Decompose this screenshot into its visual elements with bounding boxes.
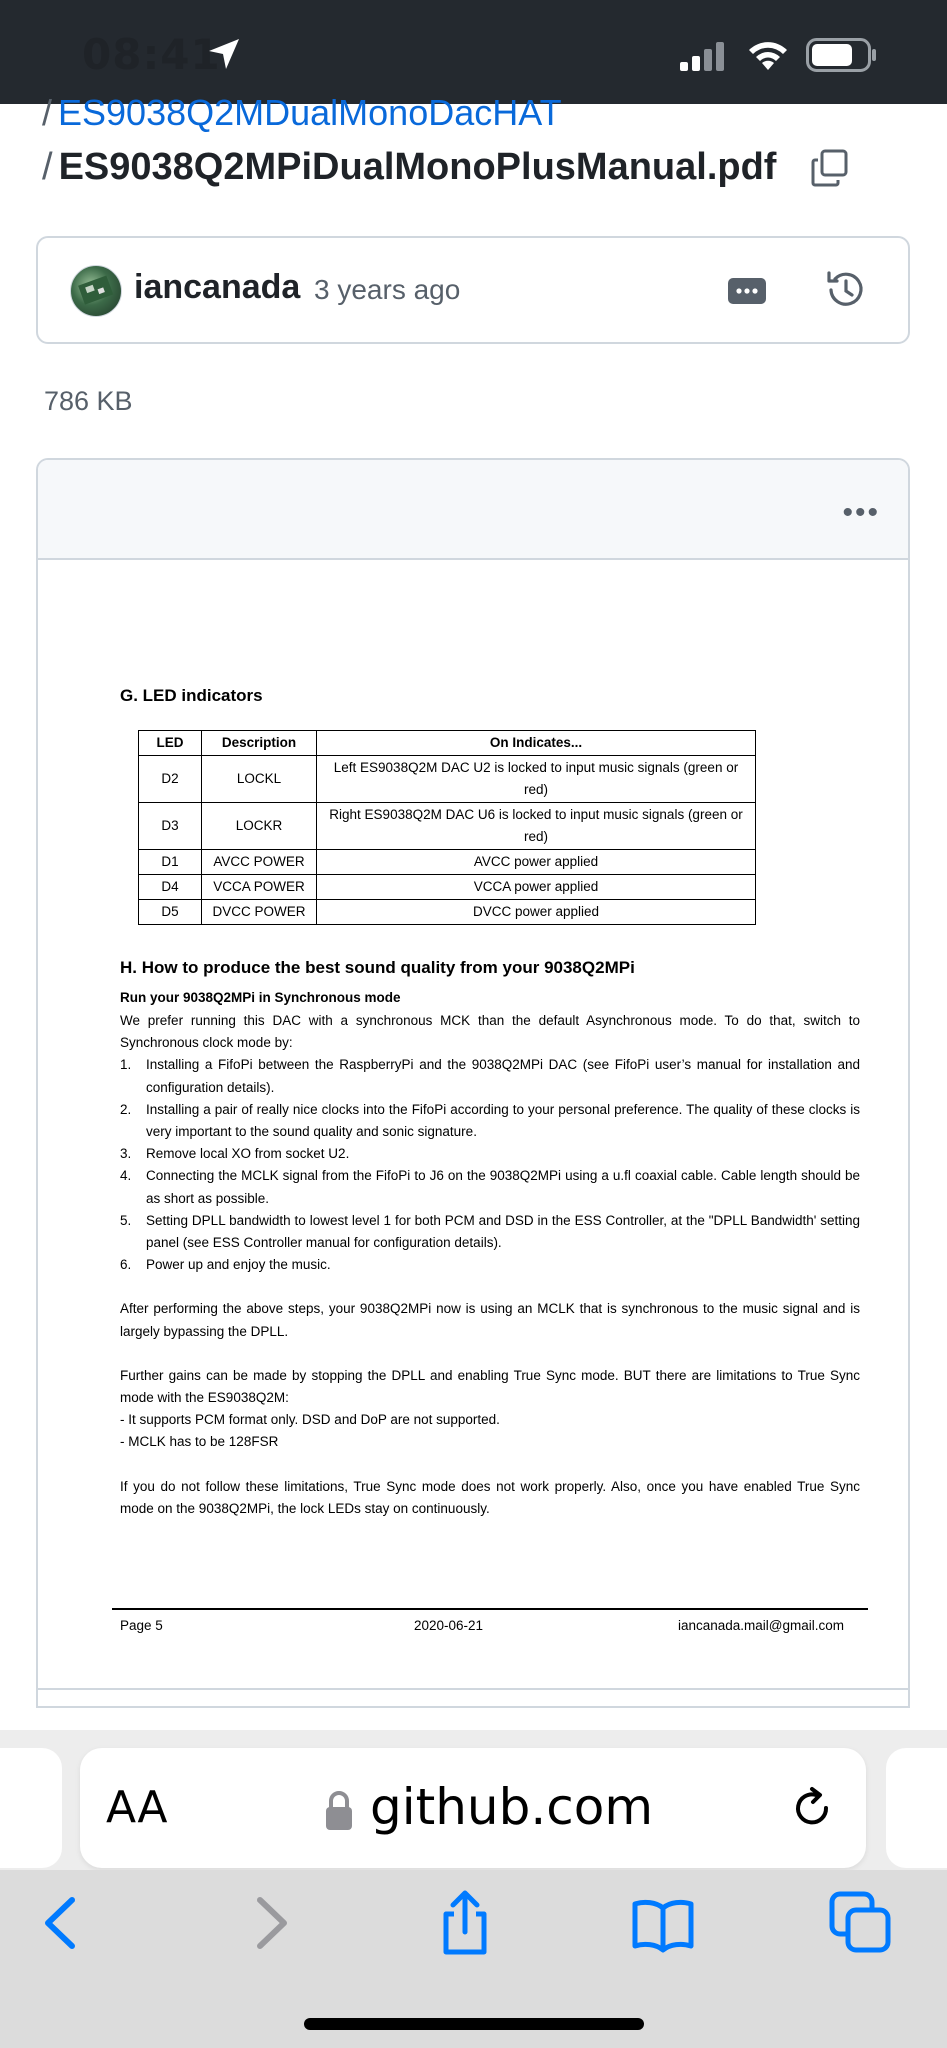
table-row bbox=[139, 900, 756, 925]
table-cell: DVCC POWER bbox=[202, 900, 317, 925]
table-row bbox=[139, 850, 756, 875]
table-cell: D4 bbox=[139, 875, 202, 900]
pdf-viewer[interactable] bbox=[36, 458, 910, 1708]
table-cell: D5 bbox=[139, 900, 202, 925]
footer-divider bbox=[112, 1608, 868, 1610]
document-body bbox=[120, 1010, 860, 1520]
history-button[interactable] bbox=[824, 268, 868, 312]
table-cell: Right ES9038Q2M DAC U6 is locked to input music signals (green or red) bbox=[317, 803, 756, 850]
list-item: 4. Connecting the MCLK signal from the FifoPi to J6 on the 9038Q2MPi using a u.fl coaxial cable. Cable length should be as short as possible. bbox=[120, 1168, 860, 1206]
section-g-heading: G. LED indicators bbox=[120, 686, 263, 705]
footer-email: iancanada.mail@gmail.com bbox=[678, 1618, 845, 1633]
tabs-icon bbox=[828, 1890, 894, 1956]
list-item: 5. Setting DPLL bandwidth to lowest level 1 for both PCM and DSD in the ESS Controller, at the "DPLL Bandwidth' setting panel (see ESS Controller manual for configuration details). bbox=[120, 1212, 860, 1251]
wifi-icon bbox=[745, 36, 791, 77]
section-h-heading: H. How to produce the best sound quality from your 9038Q2MPi bbox=[120, 958, 635, 977]
reload-button[interactable] bbox=[790, 1786, 836, 1837]
avatar[interactable] bbox=[70, 265, 122, 317]
back-button[interactable] bbox=[30, 1890, 96, 1956]
forward-icon bbox=[236, 1890, 302, 1956]
table-header: On Indicates... bbox=[317, 731, 756, 756]
breadcrumb-parent-link[interactable] bbox=[42, 92, 562, 134]
list-item: 2. Installing a pair of really nice clocks into the FifoPi according to your personal preference. The quality of these clocks is very important to the sound quality and sonic signature. bbox=[120, 1101, 860, 1140]
viewer-header bbox=[38, 460, 908, 560]
footer-page-number: Page 5 bbox=[120, 1618, 163, 1633]
table-cell: D2 bbox=[139, 756, 202, 803]
battery-icon bbox=[806, 38, 878, 77]
table-header: LED bbox=[139, 731, 202, 756]
commit-details-button[interactable] bbox=[728, 278, 766, 304]
copy-path-button[interactable] bbox=[810, 148, 850, 188]
breadcrumb-parent-label[interactable]: ES9038Q2MDualMonoDacHAT bbox=[58, 92, 562, 133]
breadcrumb-file bbox=[42, 146, 776, 189]
table-header: Description bbox=[202, 731, 317, 756]
reload-icon bbox=[790, 1786, 836, 1832]
table-cell: VCCA power applied bbox=[317, 875, 756, 900]
bookmarks-button[interactable] bbox=[630, 1890, 696, 1956]
home-indicator bbox=[304, 2018, 644, 2030]
history-icon bbox=[824, 268, 868, 312]
next-tab-preview[interactable] bbox=[886, 1748, 947, 1868]
more-dots-icon bbox=[728, 278, 766, 304]
url-text[interactable]: github.com bbox=[370, 1778, 654, 1836]
breadcrumb-separator: / bbox=[42, 92, 53, 133]
commit-age[interactable]: 3 years ago bbox=[314, 274, 461, 305]
table-row bbox=[139, 803, 756, 850]
steps-list bbox=[120, 1054, 860, 1276]
list-item: 6. Power up and enjoy the music. bbox=[120, 1257, 331, 1273]
location-arrow-icon bbox=[206, 36, 242, 77]
viewer-more-button[interactable]: ••• bbox=[842, 496, 880, 529]
led-table bbox=[138, 730, 756, 925]
share-button[interactable] bbox=[432, 1890, 498, 1956]
list-item: 1. Installing a FifoPi between the RaspberryPi and the 9038Q2MPi DAC (see FifoPi user’s manual for installation and configuration details). bbox=[120, 1057, 860, 1095]
signal-icon bbox=[678, 42, 728, 77]
table-row bbox=[139, 756, 756, 803]
run-title: Run your 9038Q2MPi in Synchronous mode bbox=[120, 990, 401, 1005]
further-gains-paragraph: Further gains can be made by stopping the DPLL and enabling True Sync mode. BUT there are limitations to True Sync mode with the ES9038Q2M: bbox=[120, 1367, 860, 1406]
copy-icon bbox=[810, 148, 850, 188]
table-cell: AVCC power applied bbox=[317, 850, 756, 875]
table-cell: D1 bbox=[139, 850, 202, 875]
table-cell: LOCKL bbox=[202, 756, 317, 803]
commit-author[interactable]: iancanada bbox=[134, 268, 301, 306]
intro-paragraph: We prefer running this DAC with a synchronous MCK than the default Asynchronous mode. To do that, switch to Synchronous clock mode by: bbox=[120, 1013, 860, 1051]
tabs-button[interactable] bbox=[828, 1890, 894, 1956]
bookmarks-icon bbox=[630, 1890, 696, 1956]
table-cell: LOCKR bbox=[202, 803, 317, 850]
back-icon bbox=[30, 1890, 96, 1956]
table-cell: Left ES9038Q2M DAC U2 is locked to input music signals (green or red) bbox=[317, 756, 756, 803]
table-cell: AVCC POWER bbox=[202, 850, 317, 875]
footer-date: 2020-06-21 bbox=[414, 1618, 484, 1633]
after-steps-paragraph: After performing the above steps, your 9038Q2MPi now is using an MCLK that is synchronous to the music signal and is largely bypassing the DPLL. bbox=[120, 1301, 860, 1339]
limitation-line: - It supports PCM format only. DSD and DoP are not supported. bbox=[120, 1412, 500, 1428]
table-cell: VCCA POWER bbox=[202, 875, 317, 900]
status-time: 08:41 bbox=[82, 30, 221, 79]
forward-button[interactable] bbox=[236, 1890, 302, 1956]
file-name: ES9038Q2MPiDualMonoPlusManual.pdf bbox=[58, 146, 777, 188]
page-separator bbox=[38, 1688, 908, 1690]
previous-tab-preview[interactable] bbox=[0, 1748, 62, 1868]
limitation-line: - MCLK has to be 128FSR bbox=[120, 1434, 279, 1450]
file-size: 786 KB bbox=[44, 386, 133, 416]
text-size-button[interactable]: AA bbox=[106, 1782, 168, 1833]
table-cell: DVCC power applied bbox=[317, 900, 756, 925]
breadcrumb-separator: / bbox=[42, 146, 53, 188]
table-cell: D3 bbox=[139, 803, 202, 850]
list-item: 3. Remove local XO from socket U2. bbox=[120, 1146, 350, 1162]
share-icon bbox=[432, 1890, 498, 1956]
lock-icon bbox=[324, 1790, 354, 1837]
closing-paragraph: If you do not follow these limitations, True Sync mode does not work properly. Also, once you have enabled True Sync mode on the 9038Q2MPi, the lock LEDs stay on continuously. bbox=[120, 1478, 860, 1516]
table-row bbox=[139, 875, 756, 900]
